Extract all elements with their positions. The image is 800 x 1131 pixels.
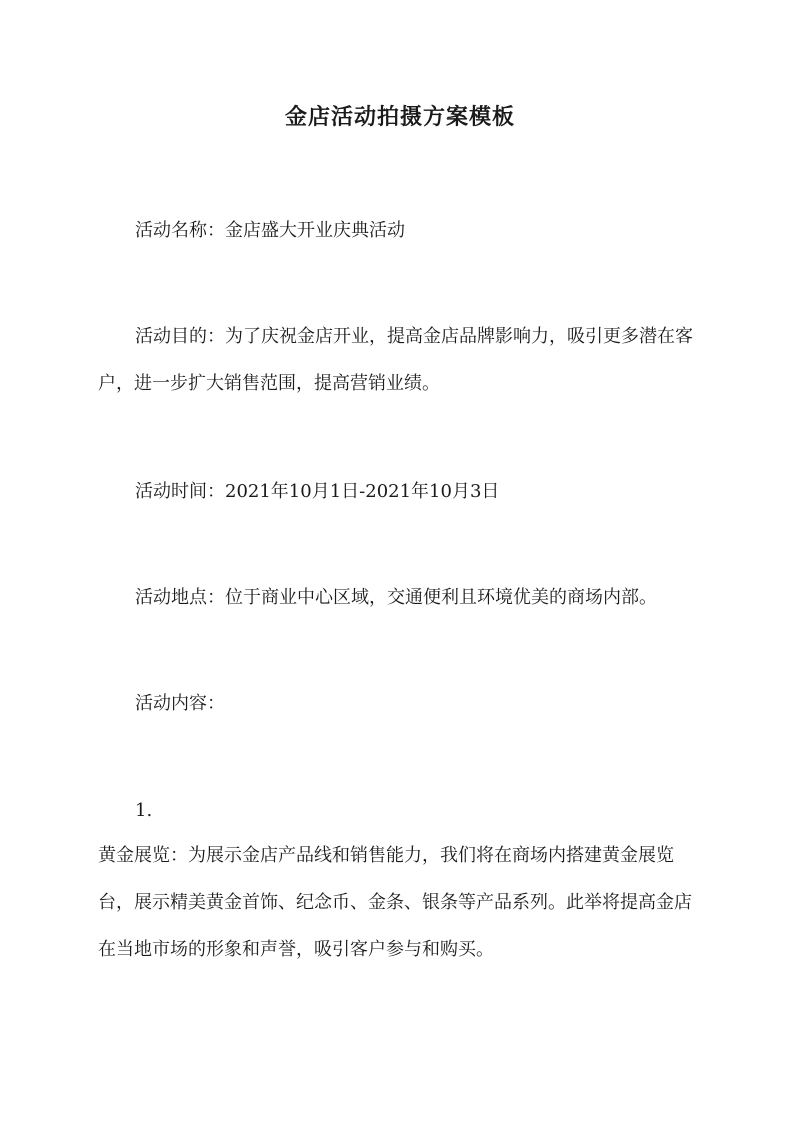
gold-exhibition-paragraph: 黄金展览：为展示金店产品线和销售能力，我们将在商场内搭建黄金展览台，展示精美黄金首饰、纪念币、金条、银条等产品系列。此举将提高金店在当地市场的形象和声誉，吸引客户参与和购买。 [98, 845, 692, 960]
activity-content-heading: 活动内容： [135, 693, 225, 714]
list-item-number: 1. [135, 800, 153, 821]
activity-location-paragraph: 活动地点：位于商业中心区域，交通便利且环境优美的商场内部。 [135, 587, 657, 608]
document-title: 金店活动拍摄方案模板 [284, 104, 515, 130]
activity-name-paragraph: 活动名称：金店盛大开业庆典活动 [135, 220, 405, 241]
activity-purpose-paragraph: 活动目的：为了庆祝金店开业，提高金店品牌影响力，吸引更多潜在客户，进一步扩大销售范围，提高营销业绩。 [98, 326, 693, 394]
activity-time-paragraph: 活动时间：2021年10月1日-2021年10月3日 [135, 481, 500, 502]
